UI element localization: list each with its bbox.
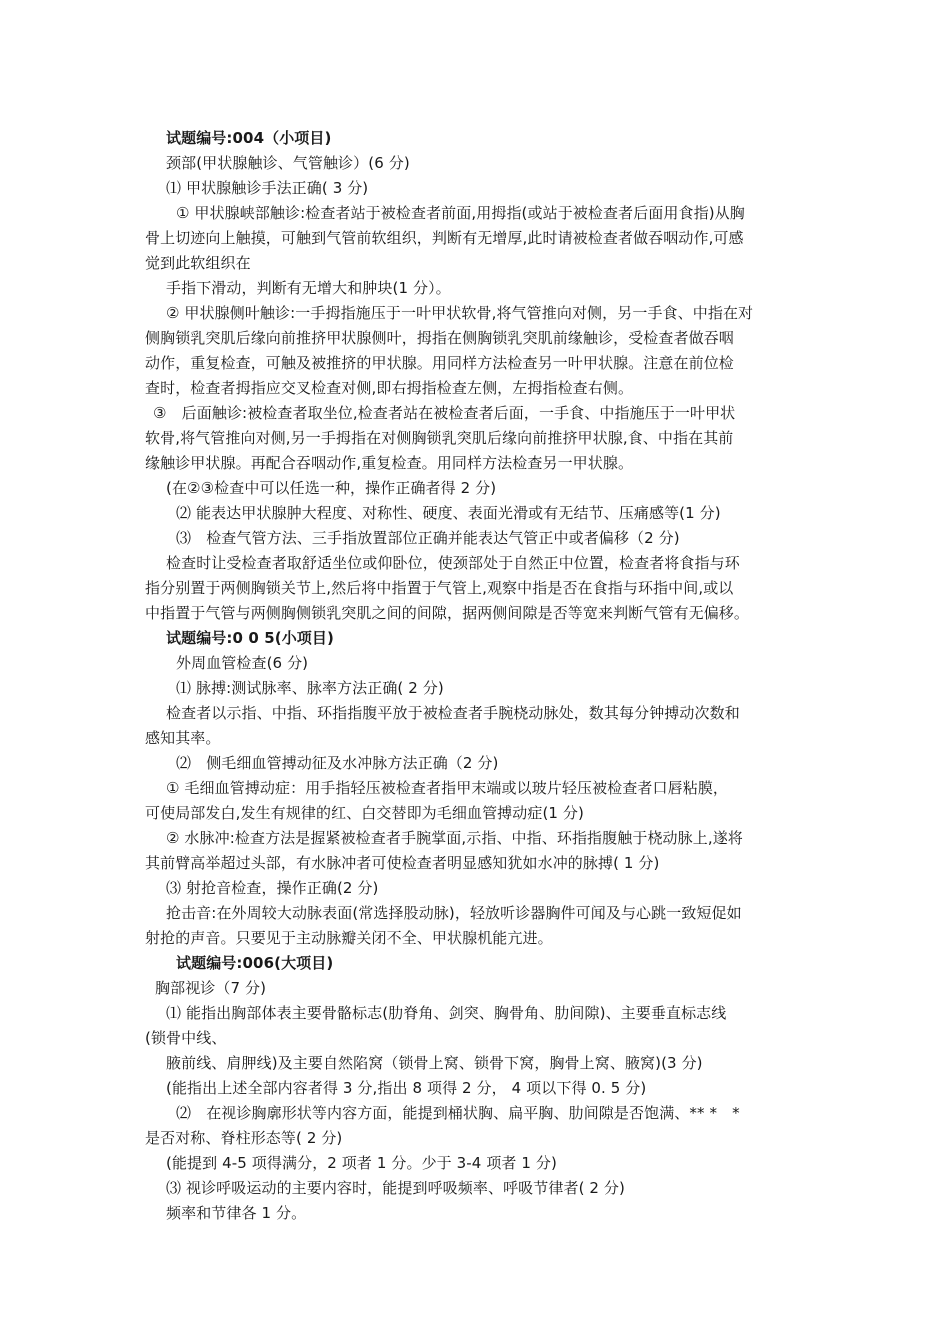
text-line: 查时，检查者拇指应交叉检查对侧,即右拇指检查左侧，左拇指检查右侧。 bbox=[145, 379, 634, 397]
text-line: 是否对称、脊柱形态等( 2 分) bbox=[145, 1129, 343, 1147]
section-title: 颈部(甲状腺触诊、气管触诊）(6 分) bbox=[166, 154, 410, 172]
text-line: ⑵ 能表达甲状腺肿大程度、对称性、硬度、表面光滑或有无结节、压痛感等(1 分) bbox=[176, 504, 721, 522]
section-title: 外周血管检查(6 分) bbox=[176, 654, 309, 672]
text-line: 觉到此软组织在 bbox=[145, 254, 251, 272]
text-line: 缘触诊甲状腺。再配合吞咽动作,重复检查。用同样方法检查另一甲状腺。 bbox=[145, 454, 634, 472]
text-line: ⑴ 甲状腺触诊手法正确( 3 分) bbox=[166, 179, 369, 197]
item-heading-006: 试题编号:006(大项目) bbox=[176, 954, 334, 972]
text-line: 手指下滑动，判断有无增大和肿块(1 分）。 bbox=[166, 279, 451, 297]
text-line: 骨上切迹向上触摸，可触到气管前软组织，判断有无增厚,此时请被检查者做吞咽动作,可感 bbox=[145, 229, 744, 247]
text-line: 抢击音:在外周较大动脉表面(常选择股动脉)，轻放听诊器胸件可闻及与心跳一致短促如 bbox=[166, 904, 742, 922]
text-line: 侧胸锁乳突肌后缘向前推挤甲状腺侧叶，拇指在侧胸锁乳突肌前缘触诊，受检查者做吞咽 bbox=[145, 329, 734, 347]
text-line: 指分别置于两侧胸锁关节上,然后将中指置于气管上,观察中指是否在食指与环指中间,或以 bbox=[145, 579, 734, 597]
text-line: ① 毛细血管搏动症：用手指轻压被检查者指甲末端或以玻片轻压被检查者口唇粘膜， bbox=[166, 779, 729, 797]
text-line: 其前臂高举超过头部，有水脉冲者可使检查者明显感知犹如水冲的脉搏( 1 分) bbox=[145, 854, 660, 872]
section-title: 胸部视诊（7 分) bbox=[155, 979, 267, 997]
text-line: 检查时让受检查者取舒适坐位或仰卧位，使颈部处于自然正中位置，检查者将食指与环 bbox=[166, 554, 740, 572]
text-line: 腋前线、肩胛线)及主要自然陷窝（锁骨上窝、锁骨下窝，胸骨上窝、腋窝)(3 分) bbox=[166, 1054, 703, 1072]
text-line: ⑶ 视诊呼吸运动的主要内容时，能提到呼吸频率、呼吸节律者( 2 分) bbox=[166, 1179, 625, 1197]
text-line: 软骨,将气管推向对侧,另一手拇指在对侧胸锁乳突肌后缘向前推挤甲状腺,食、中指在其前 bbox=[145, 429, 734, 447]
text-line: 可使局部发白,发生有规律的红、白交替即为毛细血管搏动症(1 分) bbox=[145, 804, 584, 822]
text-line: ⑴ 脉搏:测试脉率、脉率方法正确( 2 分) bbox=[176, 679, 444, 697]
text-line: (锁骨中线、 bbox=[145, 1029, 227, 1047]
text-line: ⑶ 射抢音检查，操作正确(2 分) bbox=[166, 879, 379, 897]
text-line: (能指出上述全部内容者得 3 分,指出 8 项得 2 分， 4 项以下得 0. 5 分) bbox=[166, 1079, 647, 1097]
text-line: ② 水脉冲:检查方法是握紧被检查者手腕掌面,示指、中指、环指指腹触于桡动脉上,遂将 bbox=[166, 829, 743, 847]
text-line: 频率和节律各 1 分。 bbox=[166, 1204, 307, 1222]
text-line: ② 甲状腺侧叶触诊:一手拇指施压于一叶甲状软骨,将气管推向对侧，另一手食、中指在对 bbox=[166, 304, 754, 322]
text-line: ① 甲状腺峡部触诊:检查者站于被检查者前面,用拇指(或站于被检查者后面用食指)从胸 bbox=[176, 204, 745, 222]
text-line: ③ 后面触诊:被检查者取坐位,检查者站在被检查者后面，一手食、中指施压于一叶甲状 bbox=[153, 404, 736, 422]
text-line: 动作，重复检查，可触及被推挤的甲状腺。用同样方法检查另一叶甲状腺。注意在前位检 bbox=[145, 354, 734, 372]
text-line: ⑶ 检查气管方法、三手指放置部位正确并能表达气管正中或者偏移（2 分) bbox=[176, 529, 680, 547]
text-line: 检查者以示指、中指、环指指腹平放于被检查者手腕桡动脉处，数其每分钟搏动次数和 bbox=[166, 704, 740, 722]
text-line: 射抢的声音。只要见于主动脉瓣关闭不全、甲状腺机能亢进。 bbox=[145, 929, 553, 947]
text-line: (能提到 4-5 项得满分，2 项者 1 分。少于 3-4 项者 1 分) bbox=[166, 1154, 557, 1172]
text-line: 中指置于气管与两侧胸侧锁乳突肌之间的间隙，据两侧间隙是否等宽来判断气管有无偏移。 bbox=[145, 604, 750, 622]
item-heading-004: 试题编号:004（小项目) bbox=[166, 129, 332, 147]
text-line: ⑴ 能指出胸部体表主要骨骼标志(肋脊角、剑突、胸骨角、肋间隙)、主要垂直标志线 bbox=[166, 1004, 727, 1022]
text-line: (在②③检查中可以任选一种，操作正确者得 2 分) bbox=[166, 479, 497, 497]
text-line: ⑵ 侧毛细血管搏动征及水冲脉方法正确（2 分) bbox=[176, 754, 499, 772]
text-line: 感知其率。 bbox=[145, 729, 221, 747]
item-heading-005: 试题编号:0 0 5(小项目) bbox=[166, 629, 334, 647]
text-line: ⑵ 在视诊胸廓形状等内容方面，能提到桶状胸、扁平胸、肋间隙是否饱满、** * * bbox=[176, 1104, 740, 1122]
